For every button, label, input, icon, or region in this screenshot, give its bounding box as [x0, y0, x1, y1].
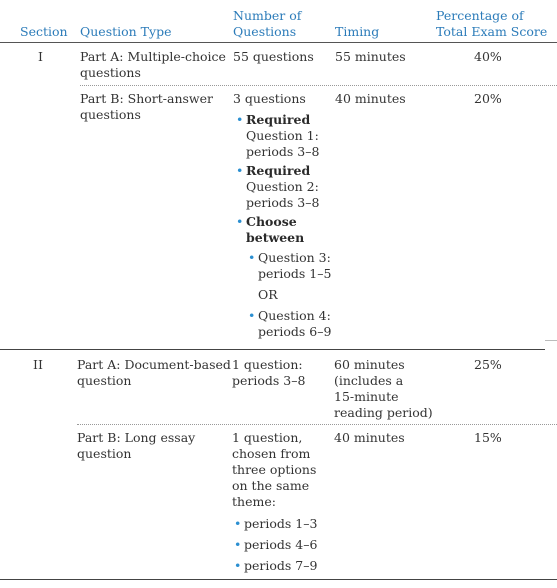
bullet-icon: •	[234, 558, 242, 573]
section-label: II	[33, 357, 43, 372]
bullet-icon: •	[236, 112, 244, 127]
number-of-questions: three options	[232, 462, 317, 477]
question-label: Question 1:	[246, 128, 319, 143]
period-range: periods 6–9	[258, 324, 332, 339]
choose-label: between	[246, 230, 305, 245]
number-of-questions: 1 question,	[232, 430, 303, 445]
header-section: Section	[20, 24, 68, 39]
row-divider	[80, 85, 557, 86]
number-of-questions: 55 questions	[233, 49, 314, 64]
timing: (includes a	[334, 373, 404, 388]
period-option: periods 7–9	[244, 558, 318, 573]
number-of-questions: periods 3–8	[232, 373, 306, 388]
header-number-line1: Number of	[233, 8, 302, 23]
header-number-line2: Questions	[233, 24, 297, 39]
percentage: 40%	[474, 49, 502, 64]
header-percentage-line2: Total Exam Score	[436, 24, 548, 39]
bullet-icon: •	[248, 250, 256, 265]
table-bottom-rule	[0, 579, 557, 580]
timing: 60 minutes	[334, 357, 405, 372]
section-divider	[0, 349, 545, 350]
bullet-icon: •	[234, 516, 242, 531]
question-type: question	[77, 373, 132, 388]
timing: reading period)	[334, 405, 433, 420]
bullet-icon: •	[234, 537, 242, 552]
question-type: Part A: Multiple-choice	[80, 49, 226, 64]
question-label: Question 2:	[246, 179, 319, 194]
choose-label: Choose	[246, 214, 297, 229]
timing: 40 minutes	[334, 430, 405, 445]
question-type: Part B: Short-answer	[80, 91, 213, 106]
percentage: 20%	[474, 91, 502, 106]
header-divider	[0, 42, 557, 43]
required-label: Required	[246, 112, 311, 127]
timing: 40 minutes	[335, 91, 406, 106]
header-percentage-line1: Percentage of	[436, 8, 524, 23]
question-label: Question 4:	[258, 308, 331, 323]
number-of-questions: 1 question:	[232, 357, 303, 372]
number-of-questions: on the same	[232, 478, 310, 493]
timing: 15-minute	[334, 389, 399, 404]
period-option: periods 1–3	[244, 516, 318, 531]
bullet-icon: •	[236, 163, 244, 178]
bullet-icon: •	[236, 214, 244, 229]
question-type: question	[77, 446, 132, 461]
section-divider-edge	[545, 340, 557, 341]
bullet-icon: •	[248, 308, 256, 323]
or-label: OR	[258, 287, 278, 302]
period-range: periods 1–5	[258, 266, 332, 281]
number-of-questions: chosen from	[232, 446, 311, 461]
row-divider	[77, 424, 557, 425]
header-question-type: Question Type	[80, 24, 172, 39]
header-timing: Timing	[335, 24, 380, 39]
percentage: 25%	[474, 357, 502, 372]
timing: 55 minutes	[335, 49, 406, 64]
question-label: Question 3:	[258, 250, 331, 265]
question-type: questions	[80, 65, 141, 80]
question-type: Part B: Long essay	[77, 430, 196, 445]
number-of-questions: 3 questions	[233, 91, 306, 106]
number-of-questions: theme:	[232, 494, 276, 509]
period-range: periods 3–8	[246, 144, 320, 159]
question-type: questions	[80, 107, 141, 122]
period-option: periods 4–6	[244, 537, 318, 552]
period-range: periods 3–8	[246, 195, 320, 210]
required-label: Required	[246, 163, 311, 178]
question-type: Part A: Document-based	[77, 357, 231, 372]
section-label: I	[38, 49, 43, 64]
percentage: 15%	[474, 430, 502, 445]
